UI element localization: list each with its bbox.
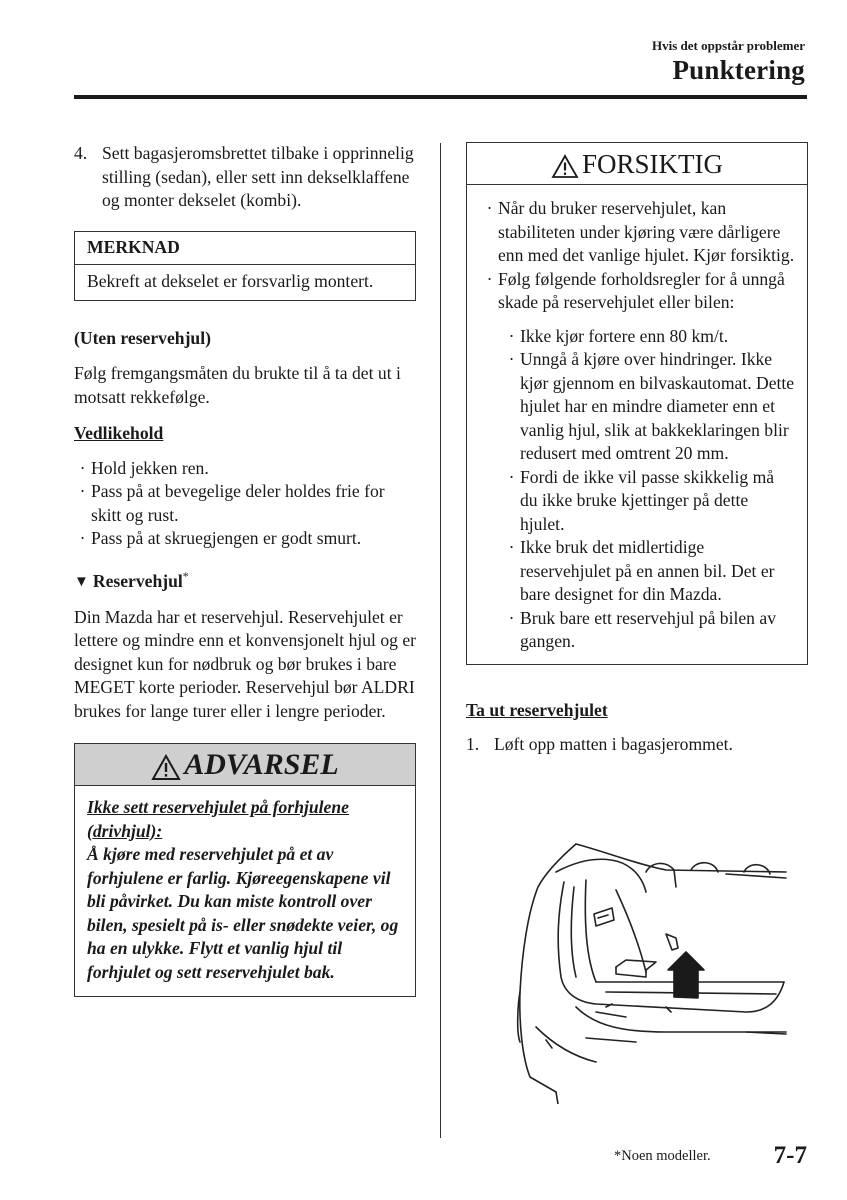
merknad-body: Bekreft at dekselet er forsvarlig montert.: [87, 271, 374, 291]
right-column: [466, 142, 808, 757]
left-column: [74, 142, 416, 997]
step-1: [466, 733, 808, 757]
forsiktig-body: [467, 185, 807, 664]
footnote: *Noen modeller.: [614, 1148, 711, 1164]
list-item: · Følg følgende forholdsregler for å unngå skade på reservehjulet eller bilen:: [486, 268, 785, 313]
list-item: · Unngå å kjøre over hindringer. Ikke kjør gjennom en bilvaskautomat. Dette hjulet har en mindre diameter enn et vanlig hjul, slik at bakkeklaringen blir redusert med omtrent 20 mm.: [508, 349, 795, 464]
step-text: Løft opp matten i bagasjerommet.: [494, 734, 733, 755]
step-4: [74, 142, 416, 213]
list-item: · Pass på at skruegjengen er godt smurt.: [79, 528, 362, 548]
merknad-box: [74, 231, 416, 301]
forsiktig-sublist: [481, 325, 795, 654]
list-item: · Bruk bare ett reservehjul på bilen av gangen.: [508, 607, 776, 652]
reservehjul-heading: ▼ Reservehjul*: [74, 568, 189, 591]
step-number: 4.: [74, 143, 88, 163]
merknad-heading: MERKNAD: [75, 232, 415, 266]
uten-reservehjul-heading: (Uten reservehjul): [74, 327, 211, 348]
trunk-illustration: [516, 842, 788, 1104]
warning-triangle-icon: [151, 754, 181, 781]
forsiktig-box: [466, 142, 808, 665]
header-rule: [74, 95, 807, 99]
advarsel-line2: Å kjøre med reservehjulet på et av forhjulene er farlig. Kjøreegenskapene vil bli påvirket. Du kan miste kontroll over bilen, spesielt på is- eller snødekte veier, og ha en ulykke. Flytt et vanlig hjul til forhjulet og sett reservehjulet bak.: [87, 844, 399, 982]
advarsel-body: [75, 786, 415, 996]
list-item: · Ikke bruk det midlertidige reservehjulet på en annen bil. Det er bare designet for din Mazda.: [508, 537, 775, 605]
list-item: · Fordi de ikke vil passe skikkelig må du ikke bruke kjettinger på dette hjulet.: [508, 466, 775, 534]
column-divider: [440, 143, 441, 1138]
warning-triangle-icon: [551, 154, 579, 179]
down-triangle-icon: ▼: [74, 574, 89, 591]
list-item: · Ikke kjør fortere enn 80 km/t.: [508, 325, 729, 346]
vedlikehold-list: [74, 457, 416, 551]
page-title: Punktering: [672, 55, 805, 85]
page-number: 7-7: [773, 1142, 807, 1169]
section-title: Hvis det oppstår problemer: [652, 38, 805, 53]
list-item: · Hold jekken ren.: [79, 457, 209, 478]
forsiktig-heading: FORSIKTIG: [467, 143, 807, 185]
list-item: · Når du bruker reservehjulet, kan stabiliteten under kjøring være dårligere enn med det vanlige hjulet. Kjør forsiktig.: [486, 198, 795, 266]
step-text: Sett bagasjeromsbrettet tilbake i opprinnelig stilling (sedan), eller sett inn dekselklaffene og monter dekselet (kombi).: [102, 143, 414, 210]
vedlikehold-heading: Vedlikehold: [74, 423, 164, 443]
reservehjul-text: Din Mazda har et reservehjul. Reservehjulet er lettere og mindre enn et konvensjonelt hjul og er designet kun for nødbruk og bør brukes i bare MEGET korte perioder. Reservehjul bør ALDRI brukes for lange turer eller i lengre perioder.: [74, 606, 417, 721]
list-item: · Pass på at bevegelige deler holdes frie for skitt og rust.: [79, 481, 385, 525]
advarsel-line1: Ikke sett reservehjulet på forhjulene (drivhjul):: [87, 797, 349, 841]
ta-ut-heading: Ta ut reservehjulet: [466, 699, 608, 720]
advarsel-box: [74, 743, 416, 997]
advarsel-heading: ADVARSEL: [75, 744, 415, 786]
uten-reservehjul-text: Følg fremgangsmåten du brukte til å ta det ut i motsatt rekkefølge.: [74, 363, 401, 407]
step-number: 1.: [466, 734, 480, 755]
